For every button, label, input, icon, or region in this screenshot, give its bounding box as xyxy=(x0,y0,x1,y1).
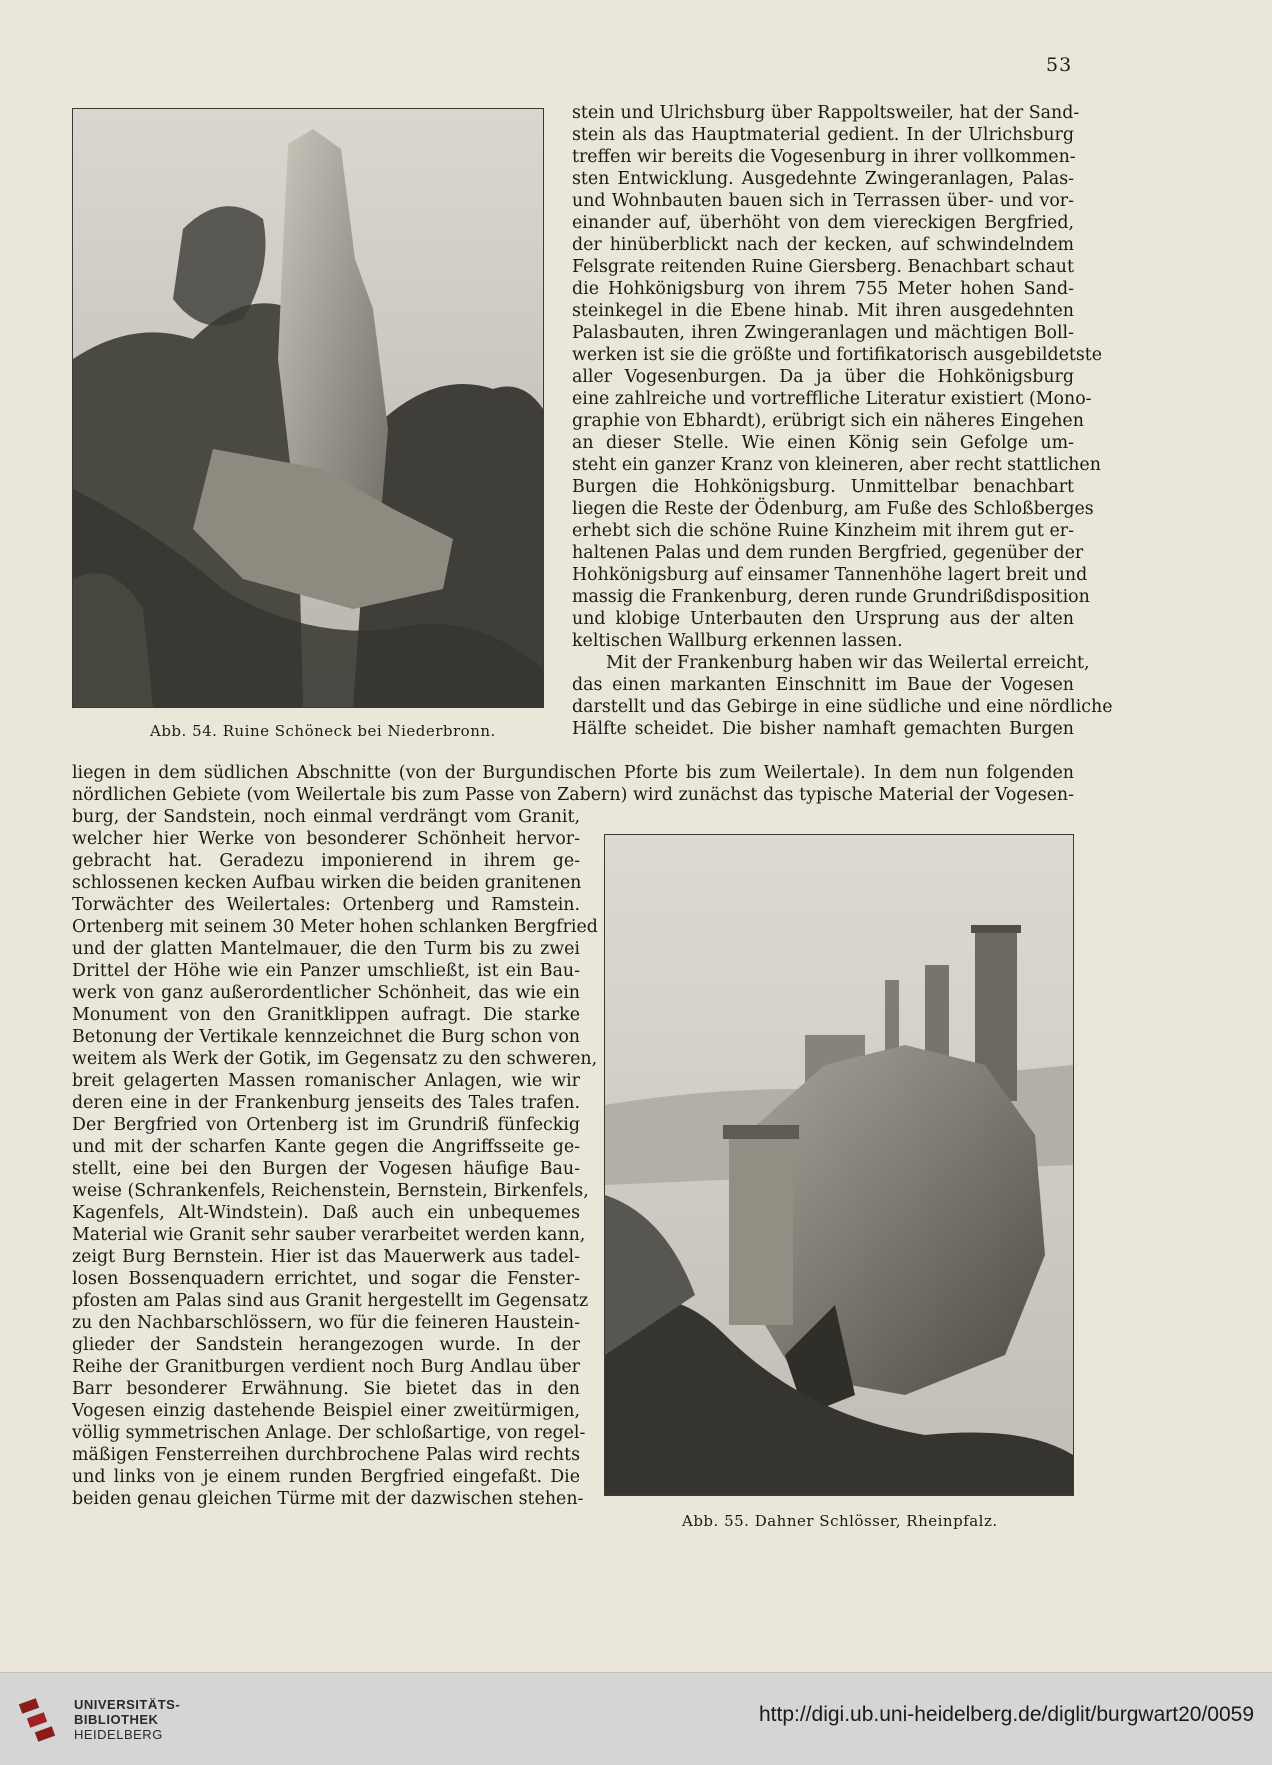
text-line: Mit der Frankenburg haben wir das Weilertal erreicht, xyxy=(606,653,1090,673)
text-line: nördlichen Gebiete (vom Weilertale bis zum Passe von Zabern) wird zunächst das typische Material der Vogesen- xyxy=(72,785,1074,805)
text-line: Hälfte scheidet. Die bisher namhaft gemachten Burgen xyxy=(572,719,1074,739)
figure-54-photo xyxy=(72,108,544,708)
text-line: Palasbauten, ihren Zwingeranlagen und mächtigen Boll- xyxy=(572,323,1074,343)
text-line: breit gelagerten Massen romanischer Anlagen, wie wir xyxy=(72,1071,580,1091)
text-line: darstellt und das Gebirge in eine südliche und eine nördliche xyxy=(572,697,1113,717)
text-line: Drittel der Höhe wie ein Panzer umschließt, ist ein Bau- xyxy=(72,961,580,981)
figure-54-caption: Abb. 54. Ruine Schöneck bei Niederbronn. xyxy=(150,722,496,740)
text-line: Kagenfels, Alt-Windstein). Daß auch ein unbequemes xyxy=(72,1203,580,1223)
text-line: der hinüberblickt nach der kecken, auf schwindelndem xyxy=(572,235,1074,255)
text-line: Hohkönigsburg auf einsamer Tannenhöhe lagert breit und xyxy=(572,565,1088,585)
text-line: weitem als Werk der Gotik, im Gegensatz zu den schweren, xyxy=(72,1049,598,1069)
text-line: erhebt sich die schöne Ruine Kinzheim mit ihrem gut er- xyxy=(572,521,1074,541)
text-line: und links von je einem runden Bergfried eingefaßt. Die xyxy=(72,1467,580,1487)
text-line: das einen markanten Einschnitt im Baue der Vogesen xyxy=(572,675,1074,695)
text-line: einander auf, überhöht von dem viereckigen Bergfried, xyxy=(572,213,1074,233)
university-library-logo-icon xyxy=(18,1695,68,1745)
text-line: und der glatten Mantelmauer, die den Turm bis zu zwei xyxy=(72,939,580,959)
text-line: Betonung der Vertikale kennzeichnet die Burg schon von xyxy=(72,1027,580,1047)
text-line: an dieser Stelle. Wie einen König sein Gefolge um- xyxy=(572,433,1074,453)
text-line: haltenen Palas und dem runden Bergfried, gegenüber der xyxy=(572,543,1084,563)
text-line: losen Bossenquadern errichtet, und sogar die Fenster- xyxy=(72,1269,580,1289)
text-line: sten Entwicklung. Ausgedehnte Zwingeranlagen, Palas- xyxy=(572,169,1074,189)
logo-line-2: BIBLIOTHEK xyxy=(74,1712,159,1727)
paragraph-left-1 xyxy=(72,806,598,1510)
logo-line-3: HEIDELBERG xyxy=(74,1727,163,1742)
text-line: Barr besonderer Erwähnung. Sie bietet das in den xyxy=(72,1379,580,1399)
library-logo-text xyxy=(74,1697,180,1742)
text-line: liegen die Reste der Ödenburg, am Fuße des Schloßberges xyxy=(572,499,1094,519)
text-line: liegen in dem südlichen Abschnitte (von der Burgundischen Pforte bis zum Weilertale). In dem nun folgenden xyxy=(72,763,1074,783)
text-line: und klobige Unterbauten den Ursprung aus der alten xyxy=(572,609,1074,629)
text-line: steinkegel in die Ebene hinab. Mit ihren ausgedehnten xyxy=(572,301,1074,321)
text-line: steht ein ganzer Kranz von kleineren, aber recht stattlichen xyxy=(572,455,1101,475)
source-url[interactable]: http://digi.ub.uni-heidelberg.de/diglit/burgwart20/0059 xyxy=(758,1703,1254,1726)
text-line: werk von ganz außerordentlicher Schönheit, das wie ein xyxy=(72,983,580,1003)
text-line: gebracht hat. Geradezu imponierend in ihrem ge- xyxy=(72,851,580,871)
full-width-text xyxy=(72,762,1074,806)
text-line: Torwächter des Weilertales: Ortenberg und Ramstein. xyxy=(72,895,580,915)
text-line: eine zahlreiche und vortreffliche Literatur existiert (Mono- xyxy=(572,389,1092,409)
text-line: weise (Schrankenfels, Reichenstein, Bernstein, Birkenfels, xyxy=(72,1181,589,1201)
text-line: deren eine in der Frankenburg jenseits des Tales trafen. xyxy=(72,1093,580,1113)
text-line: stellt, eine bei den Burgen der Vogesen häufige Bau- xyxy=(72,1159,580,1179)
text-line: die Hohkönigsburg von ihrem 755 Meter hohen Sand- xyxy=(572,279,1074,299)
text-line: graphie von Ebhardt), erübrigt sich ein näheres Eingehen xyxy=(572,411,1084,431)
text-line: stein und Ulrichsburg über Rappoltsweiler, hat der Sand- xyxy=(572,103,1080,123)
text-line: beiden genau gleichen Türme mit der dazwischen stehen- xyxy=(72,1489,584,1509)
text-line: keltischen Wallburg erkennen lassen. xyxy=(572,631,903,651)
logo-line-1: UNIVERSITÄTS- xyxy=(74,1697,181,1712)
text-line: Monument von den Granitklippen aufragt. Die starke xyxy=(72,1005,580,1025)
right-column-text xyxy=(572,102,1113,740)
text-line: welcher hier Werke von besonderer Schönheit hervor- xyxy=(72,829,580,849)
text-line: werken ist sie die größte und fortifikatorisch ausgebildetste xyxy=(572,345,1103,365)
text-line: Ortenberg mit seinem 30 Meter hohen schlanken Bergfried xyxy=(72,917,598,937)
figure-55-photo xyxy=(604,834,1074,1496)
text-line: völlig symmetrischen Anlage. Der schloßartige, von regel- xyxy=(72,1423,586,1443)
text-line: und Wohnbauten bauen sich in Terrassen über- und vor- xyxy=(572,191,1074,211)
dahner-schloesser-image xyxy=(605,835,1073,1495)
text-line: glieder der Sandstein herangezogen wurde. In der xyxy=(72,1335,580,1355)
text-line: Burgen die Hohkönigsburg. Unmittelbar benachbart xyxy=(572,477,1074,497)
text-line: und mit der scharfen Kante gegen die Angriffsseite ge- xyxy=(72,1137,580,1157)
text-line: mäßigen Fensterreihen durchbrochene Palas wird rechts xyxy=(72,1445,580,1465)
text-line: zu den Nachbarschlössern, wo für die feineren Haustein- xyxy=(72,1313,580,1333)
page-number: 53 xyxy=(1046,54,1073,76)
text-line: pfosten am Palas sind aus Granit hergestellt im Gegensatz xyxy=(72,1291,589,1311)
figure-55-caption: Abb. 55. Dahner Schlösser, Rheinpfalz. xyxy=(682,1512,998,1530)
text-line: burg, der Sandstein, noch einmal verdrängt vom Granit, xyxy=(72,807,580,827)
text-line: schlossenen kecken Aufbau wirken die beiden granitenen xyxy=(72,873,582,893)
text-line: Felsgrate reitenden Ruine Giersberg. Benachbart schaut xyxy=(572,257,1074,277)
text-line: massig die Frankenburg, deren runde Grundrißdisposition xyxy=(572,587,1090,607)
text-line: stein als das Hauptmaterial gedient. In der Ulrichsburg xyxy=(572,125,1074,145)
ruin-schoeneck-image xyxy=(73,109,543,707)
footer-bar xyxy=(0,1672,1272,1765)
left-column-text xyxy=(72,806,598,1510)
text-line: zeigt Burg Bernstein. Hier ist das Mauerwerk aus tadel- xyxy=(72,1247,580,1267)
text-line: Material wie Granit sehr sauber verarbeitet werden kann, xyxy=(72,1225,586,1245)
paragraph-right-1 xyxy=(572,102,1103,652)
text-line: Der Bergfried von Ortenberg ist im Grundriß fünfeckig xyxy=(72,1115,580,1135)
paragraph-full-width xyxy=(72,762,1074,806)
paragraph-right-2 xyxy=(572,652,1113,740)
text-line: Vogesen einzig dastehende Beispiel einer zweitürmigen, xyxy=(72,1401,580,1421)
text-line: Reihe der Granitburgen verdient noch Burg Andlau über xyxy=(72,1357,580,1377)
text-line: aller Vogesenburgen. Da ja über die Hohkönigsburg xyxy=(572,367,1074,387)
text-line: treffen wir bereits die Vogesenburg in ihrer vollkommen- xyxy=(572,147,1076,167)
